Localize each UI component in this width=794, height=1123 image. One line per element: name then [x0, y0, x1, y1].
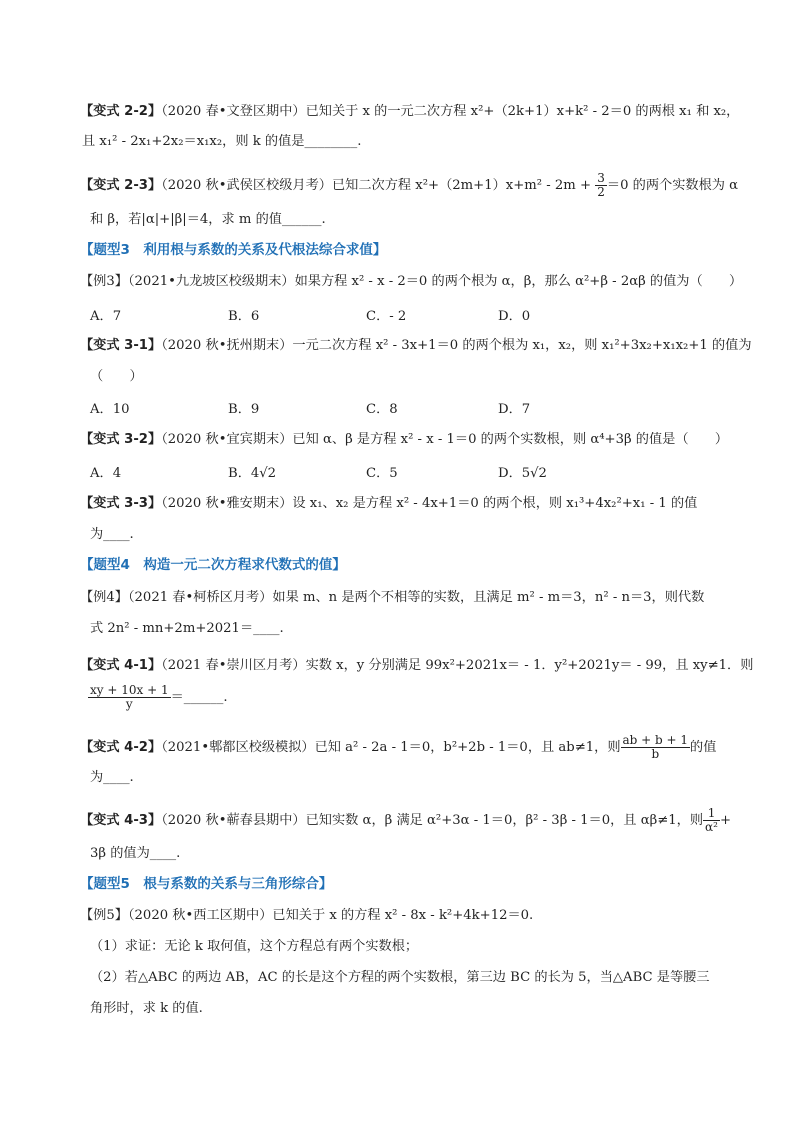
- variant-4-2-line1: 【变式 4-2】（2021•郫都区校级模拟）已知 a² - 2a - 1＝0，b²+2b - 1＝0，且 ab≠1，则 $\frac{ab + b + 1}{b}$ 的值: [80, 733, 717, 761]
- option-d: D．5√2: [498, 466, 547, 481]
- option-a: A．4: [90, 466, 122, 481]
- option-b: B．9: [228, 402, 260, 417]
- option-a: A．7: [90, 309, 122, 324]
- section-heading-3: 【题型3 利用根与系数的关系及代根法综合求值】: [80, 242, 387, 258]
- variant-tag: 【变式 3-2】: [80, 432, 162, 447]
- fraction-ab-expression: $\frac{ab + b + 1}{b}$: [622, 733, 689, 761]
- section-heading-5: 【题型5 根与系数的关系与三角形综合】: [80, 876, 333, 892]
- option-d: D．0: [498, 309, 531, 324]
- example-5-line3: （2）若△ABC 的两边 AB，AC 的长是这个方程的两个实数根，第三边 BC 的长为 5，当△ABC 是等腰三: [90, 970, 710, 985]
- option-d: D．7: [498, 402, 531, 417]
- example-4-line1: 【例4】（2021 春•柯桥区月考）如果 m、n 是两个不相等的实数，且满足 m² - m＝3，n² - n＝3，则代数: [80, 590, 705, 605]
- fraction-xy-expression: $\frac{xy + 10x + 1}{y}$: [90, 683, 169, 711]
- variant-3-3-line1: 【变式 3-3】（2020 秋•雅安期末）设 x₁、x₂ 是方程 x² - 4x+1＝0 的两个根，则 x₁³+4x₂²+x₁ - 1 的值: [80, 496, 698, 511]
- variant-4-2-line2: 为____.: [90, 770, 134, 785]
- option-c: C．- 2: [366, 309, 407, 324]
- section-heading-4: 【题型4 构造一元二次方程求代数式的值】: [80, 557, 346, 573]
- variant-tag: 【变式 4-2】: [80, 740, 162, 755]
- option-b: B．4√2: [228, 466, 277, 481]
- fraction-three-halves: $\frac{3}{2}$: [597, 171, 605, 199]
- variant-tag: 【变式 4-3】: [80, 813, 162, 828]
- variant-3-3-line2: 为____.: [90, 527, 134, 542]
- variant-2-2-line2: 且 x₁² - 2x₁+2x₂＝x₁x₂，则 k 的值是________.: [82, 134, 362, 149]
- option-c: C．8: [366, 402, 398, 417]
- variant-2-3-line2: 和 β，若|α|+|β|＝4，求 m 的值______.: [90, 212, 326, 227]
- example-5-line2: （1）求证：无论 k 取何值，这个方程总有两个实数根；: [90, 939, 419, 954]
- option-b: B．6: [228, 309, 260, 324]
- variant-4-3-line2: 3β 的值为____.: [90, 846, 181, 861]
- variant-tag: 【变式 4-1】: [80, 658, 162, 673]
- example-5-line1: 【例5】（2020 秋•西工区期中）已知关于 x 的方程 x² - 8x - k²+4k+12＝0.: [80, 908, 534, 923]
- variant-3-2-line1: 【变式 3-2】（2020 秋•宜宾期末）已知 α、β 是方程 x² - x - 1＝0 的两个实数根，则 α⁴+3β 的值是（ ）: [80, 432, 729, 447]
- variant-4-3-line1: 【变式 4-3】（2020 秋•蕲春县期中）已知实数 α，β 满足 α²+3α - 1＝0，β² - 3β - 1＝0，且 αβ≠1，则 $\frac{1}{\text{α²}}$ +: [80, 806, 732, 834]
- variant-tag: 【变式 3-1】: [80, 338, 162, 353]
- variant-tag: 【变式 2-3】: [80, 178, 162, 193]
- variant-4-1-line1: 【变式 4-1】（2021 春•崇川区月考）实数 x，y 分别满足 99x²+2021x＝ - 1．y²+2021y＝ - 99，且 xy≠1．则: [80, 658, 754, 673]
- example-5-line4: 角形时，求 k 的值.: [90, 1001, 203, 1016]
- variant-3-1-line1: 【变式 3-1】（2020 秋•抚州期末）一元二次方程 x² - 3x+1＝0 的两个根为 x₁，x₂，则 x₁²+3x₂+x₁x₂+1 的值为: [80, 338, 752, 353]
- variant-tag: 【变式 2-2】: [80, 104, 162, 119]
- example-4-line2: 式 2n² - mn+2m+2021＝____.: [90, 621, 284, 636]
- variant-2-2-line1: 【变式 2-2】（2020 春•文登区期中）已知关于 x 的一元二次方程 x²+（2k+1）x+k² - 2＝0 的两根 x₁ 和 x₂，: [80, 104, 740, 119]
- fraction-one-over-alpha-squared: $\frac{1}{\text{α²}}$: [705, 806, 718, 834]
- option-c: C．5: [366, 466, 398, 481]
- variant-tag: 【变式 3-3】: [80, 496, 162, 511]
- variant-3-1-line2: （ ）: [90, 369, 143, 384]
- variant-2-3-line1: 【变式 2-3】（2020 秋•武侯区校级月考）已知二次方程 x²+（2m+1）x+m² - 2m + $\frac{3}{2}$ ＝0 的两个实数根为 α: [80, 171, 739, 199]
- option-a: A．10: [90, 402, 130, 417]
- example-3-line1: 【例3】（2021•九龙坡区校级期末）如果方程 x² - x - 2＝0 的两个根为 α，β，那么 α²+β - 2αβ 的值为（ ）: [80, 274, 743, 289]
- variant-4-1-line2: $\frac{xy + 10x + 1}{y}$ ＝______.: [90, 683, 228, 711]
